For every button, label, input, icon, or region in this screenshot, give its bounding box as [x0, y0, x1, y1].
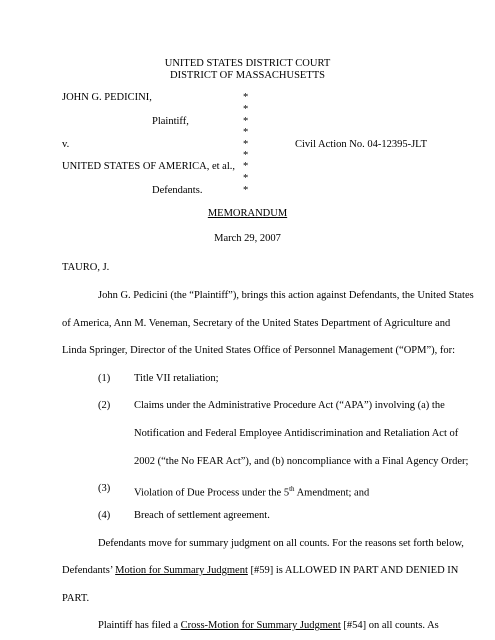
versus-label: v.: [62, 139, 70, 150]
paragraph-line: Defendants move for summary judgment on all counts. For the reasons set forth below,: [98, 538, 464, 549]
plaintiff-role: Plaintiff,: [152, 116, 189, 127]
paragraph-line: Linda Springer, Director of the United States Office of Personnel Management (“OPM”), for:: [62, 345, 456, 356]
superscript: th: [289, 485, 295, 493]
paragraph-line: [98, 620, 439, 632]
court-district: DISTRICT OF MASSACHUSETTS: [169, 70, 325, 81]
judge-name: TAURO, J.: [62, 262, 110, 273]
list-number: (1): [98, 373, 111, 384]
caption-star: *: [243, 185, 249, 196]
list-item-segment: Amendment; and: [294, 487, 370, 499]
paragraph-segment: Plaintiff has filed a: [98, 620, 181, 631]
caption-star: *: [243, 127, 249, 138]
list-item-text: [134, 483, 369, 500]
paragraph-segment: Defendants’: [62, 565, 116, 576]
paragraph-line: of America, Ann M. Veneman, Secretary of the United States Department of Agriculture and: [62, 318, 451, 329]
caption-star: *: [243, 150, 249, 161]
list-number: (3): [98, 483, 111, 494]
list-item-text: 2002 (“the No FEAR Act”), and (b) noncompliance with a Final Agency Order;: [134, 456, 469, 467]
caption-star: *: [243, 116, 249, 127]
paragraph-line: PART.: [62, 593, 90, 604]
list-item-text: Claims under the Administrative Procedure Act (“APA”) involving (a) the: [134, 400, 445, 411]
civil-action-number: Civil Action No. 04-12395-JLT: [295, 139, 428, 150]
list-item-text: Title VII retaliation;: [134, 373, 219, 384]
court-name: UNITED STATES DISTRICT COURT: [164, 58, 331, 69]
list-number: (2): [98, 400, 111, 411]
paragraph-line: John G. Pedicini (the “Plaintiff”), brings this action against Defendants, the United States: [98, 290, 474, 301]
caption-star: *: [243, 104, 249, 115]
memorandum-title: MEMORANDUM: [207, 208, 288, 219]
motion-reference: Motion for Summary Judgment: [115, 565, 248, 576]
paragraph-segment: [#59] is ALLOWED IN PART AND DENIED IN: [247, 565, 459, 576]
caption-star: *: [243, 92, 249, 103]
list-number: (4): [98, 510, 111, 521]
list-item-segment: Violation of Due Process under the 5: [134, 487, 290, 499]
defendant-role: Defendants.: [152, 185, 203, 196]
paragraph-segment: [#54] on all counts. As: [340, 620, 439, 631]
caption-star: *: [243, 139, 249, 150]
paragraph-line: [62, 565, 458, 577]
defendant-name: UNITED STATES OF AMERICA, et al.,: [62, 161, 235, 172]
memorandum-date: March 29, 2007: [214, 233, 281, 244]
plaintiff-name: JOHN G. PEDICINI,: [62, 92, 152, 103]
caption-star: *: [243, 161, 249, 172]
cross-motion-reference: Cross-Motion for Summary Judgment: [180, 620, 341, 631]
list-item-text: Breach of settlement agreement.: [134, 510, 270, 521]
list-item-text: Notification and Federal Employee Antidiscrimination and Retaliation Act of: [134, 428, 459, 439]
caption-star: *: [243, 173, 249, 184]
